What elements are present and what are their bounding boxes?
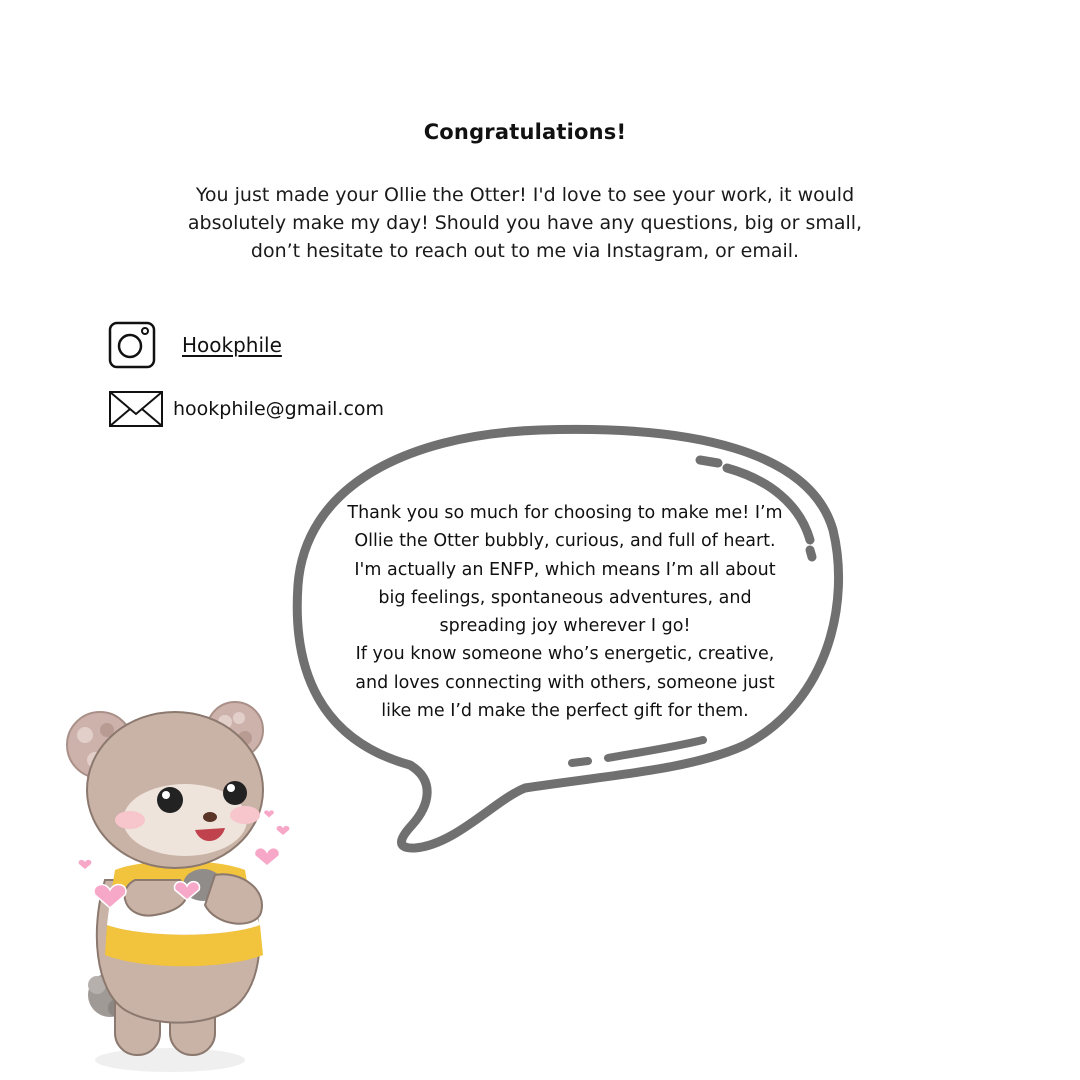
instagram-icon <box>108 321 156 369</box>
bubble-line: Thank you so much for choosing to make me! I’m <box>347 503 783 523</box>
bubble-message <box>330 499 800 725</box>
bubble-line: and loves connecting with others, someone just <box>355 672 775 693</box>
bubble-line: spreading joy wherever I go! <box>439 616 691 637</box>
instagram-contact[interactable] <box>108 321 282 369</box>
instagram-link[interactable]: Hookphile <box>182 333 282 357</box>
envelope-icon <box>108 390 164 428</box>
heart-icon <box>277 826 290 835</box>
intro-line: absolutely make my day! Should you have any questions, big or small, <box>187 212 863 234</box>
bubble-line: If you know someone who’s energetic, creative, <box>355 644 775 665</box>
bubble-line: Ollie the Otter bubbly, curious, and full of heart. <box>354 531 776 552</box>
email-address[interactable]: hookphile@gmail.com <box>173 398 385 420</box>
bubble-line: big feelings, spontaneous adventures, and <box>378 587 752 608</box>
heart-icon <box>79 860 92 869</box>
intro-line: don’t hesitate to reach out to me via Instagram, or email. <box>250 240 800 262</box>
page-title: Congratulations! <box>423 120 627 144</box>
intro-line: You just made your Ollie the Otter! I'd love to see your work, it would <box>195 184 855 206</box>
heart-icon <box>254 848 279 866</box>
bubble-line: I'm actually an ENFP, which means I’m all about <box>354 559 776 580</box>
bubble-line: like me I’d make the perfect gift for them. <box>381 701 749 722</box>
heart-icon <box>264 810 274 817</box>
intro-paragraph <box>150 181 900 265</box>
otter-illustration <box>55 690 305 1075</box>
